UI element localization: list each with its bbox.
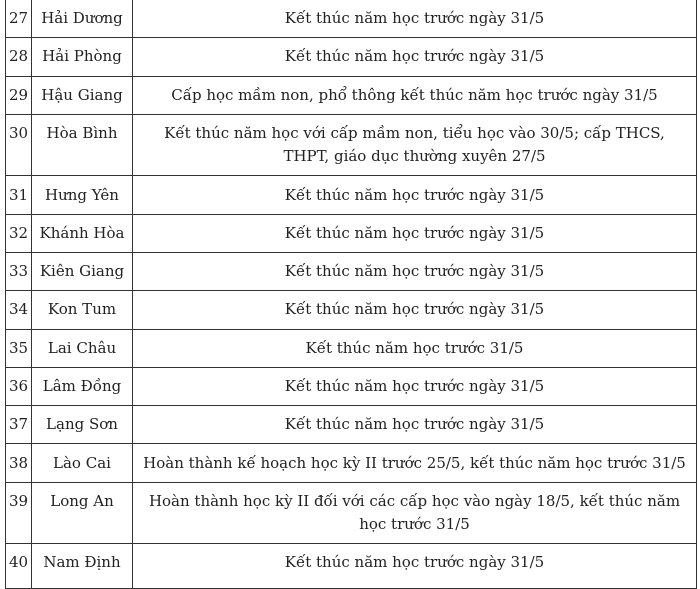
province-name: Nam Định xyxy=(32,544,133,589)
table-row xyxy=(6,544,697,589)
school-year-end-table xyxy=(5,0,697,589)
row-number: 28 xyxy=(6,38,32,76)
row-number: 37 xyxy=(6,406,32,444)
end-date-detail: Kết thúc năm học trước ngày 31/5 xyxy=(133,214,697,252)
province-name: Kon Tum xyxy=(32,291,133,329)
end-date-detail: Kết thúc năm học trước ngày 31/5 xyxy=(133,406,697,444)
row-number: 38 xyxy=(6,444,32,482)
table-row xyxy=(6,76,697,114)
row-number: 32 xyxy=(6,214,32,252)
end-date-detail: Cấp học mầm non, phổ thông kết thúc năm học trước ngày 31/5 xyxy=(133,76,697,114)
table-row xyxy=(6,406,697,444)
table-row xyxy=(6,291,697,329)
table-row xyxy=(6,38,697,76)
province-name: Lâm Đồng xyxy=(32,367,133,405)
row-number: 29 xyxy=(6,76,32,114)
table-row xyxy=(6,0,697,38)
province-name: Lào Cai xyxy=(32,444,133,482)
row-number: 35 xyxy=(6,329,32,367)
province-name: Lạng Sơn xyxy=(32,406,133,444)
table-row xyxy=(6,214,697,252)
table-row xyxy=(6,176,697,214)
province-name: Hưng Yên xyxy=(32,176,133,214)
row-number: 33 xyxy=(6,252,32,290)
row-number: 34 xyxy=(6,291,32,329)
row-number: 36 xyxy=(6,367,32,405)
end-date-detail: Kết thúc năm học trước ngày 31/5 xyxy=(133,291,697,329)
end-date-detail: Hoàn thành học kỳ II đối với các cấp học vào ngày 18/5, kết thúc năm học trước 31/5 xyxy=(133,482,697,544)
row-number: 39 xyxy=(6,482,32,544)
province-name: Hòa Bình xyxy=(32,114,133,176)
end-date-detail: Kết thúc năm học với cấp mầm non, tiểu học vào 30/5; cấp THCS, THPT, giáo dục thường xuyên 27/5 xyxy=(133,114,697,176)
table-row xyxy=(6,444,697,482)
province-name: Hậu Giang xyxy=(32,76,133,114)
row-number: 30 xyxy=(6,114,32,176)
province-name: Khánh Hòa xyxy=(32,214,133,252)
province-name: Lai Châu xyxy=(32,329,133,367)
province-name: Kiên Giang xyxy=(32,252,133,290)
end-date-detail: Kết thúc năm học trước ngày 31/5 xyxy=(133,0,697,38)
table-row xyxy=(6,482,697,544)
table-row xyxy=(6,367,697,405)
table-row xyxy=(6,329,697,367)
table-row xyxy=(6,114,697,176)
province-name: Hải Phòng xyxy=(32,38,133,76)
province-name: Long An xyxy=(32,482,133,544)
row-number: 31 xyxy=(6,176,32,214)
end-date-detail: Kết thúc năm học trước ngày 31/5 xyxy=(133,367,697,405)
table-row xyxy=(6,252,697,290)
end-date-detail: Kết thúc năm học trước ngày 31/5 xyxy=(133,544,697,589)
end-date-detail: Kết thúc năm học trước ngày 31/5 xyxy=(133,38,697,76)
end-date-detail: Kết thúc năm học trước ngày 31/5 xyxy=(133,252,697,290)
end-date-detail: Kết thúc năm học trước ngày 31/5 xyxy=(133,176,697,214)
end-date-detail: Hoàn thành kế hoạch học kỳ II trước 25/5, kết thúc năm học trước 31/5 xyxy=(133,444,697,482)
province-name: Hải Dương xyxy=(32,0,133,38)
end-date-detail: Kết thúc năm học trước 31/5 xyxy=(133,329,697,367)
row-number: 27 xyxy=(6,0,32,38)
row-number: 40 xyxy=(6,544,32,589)
